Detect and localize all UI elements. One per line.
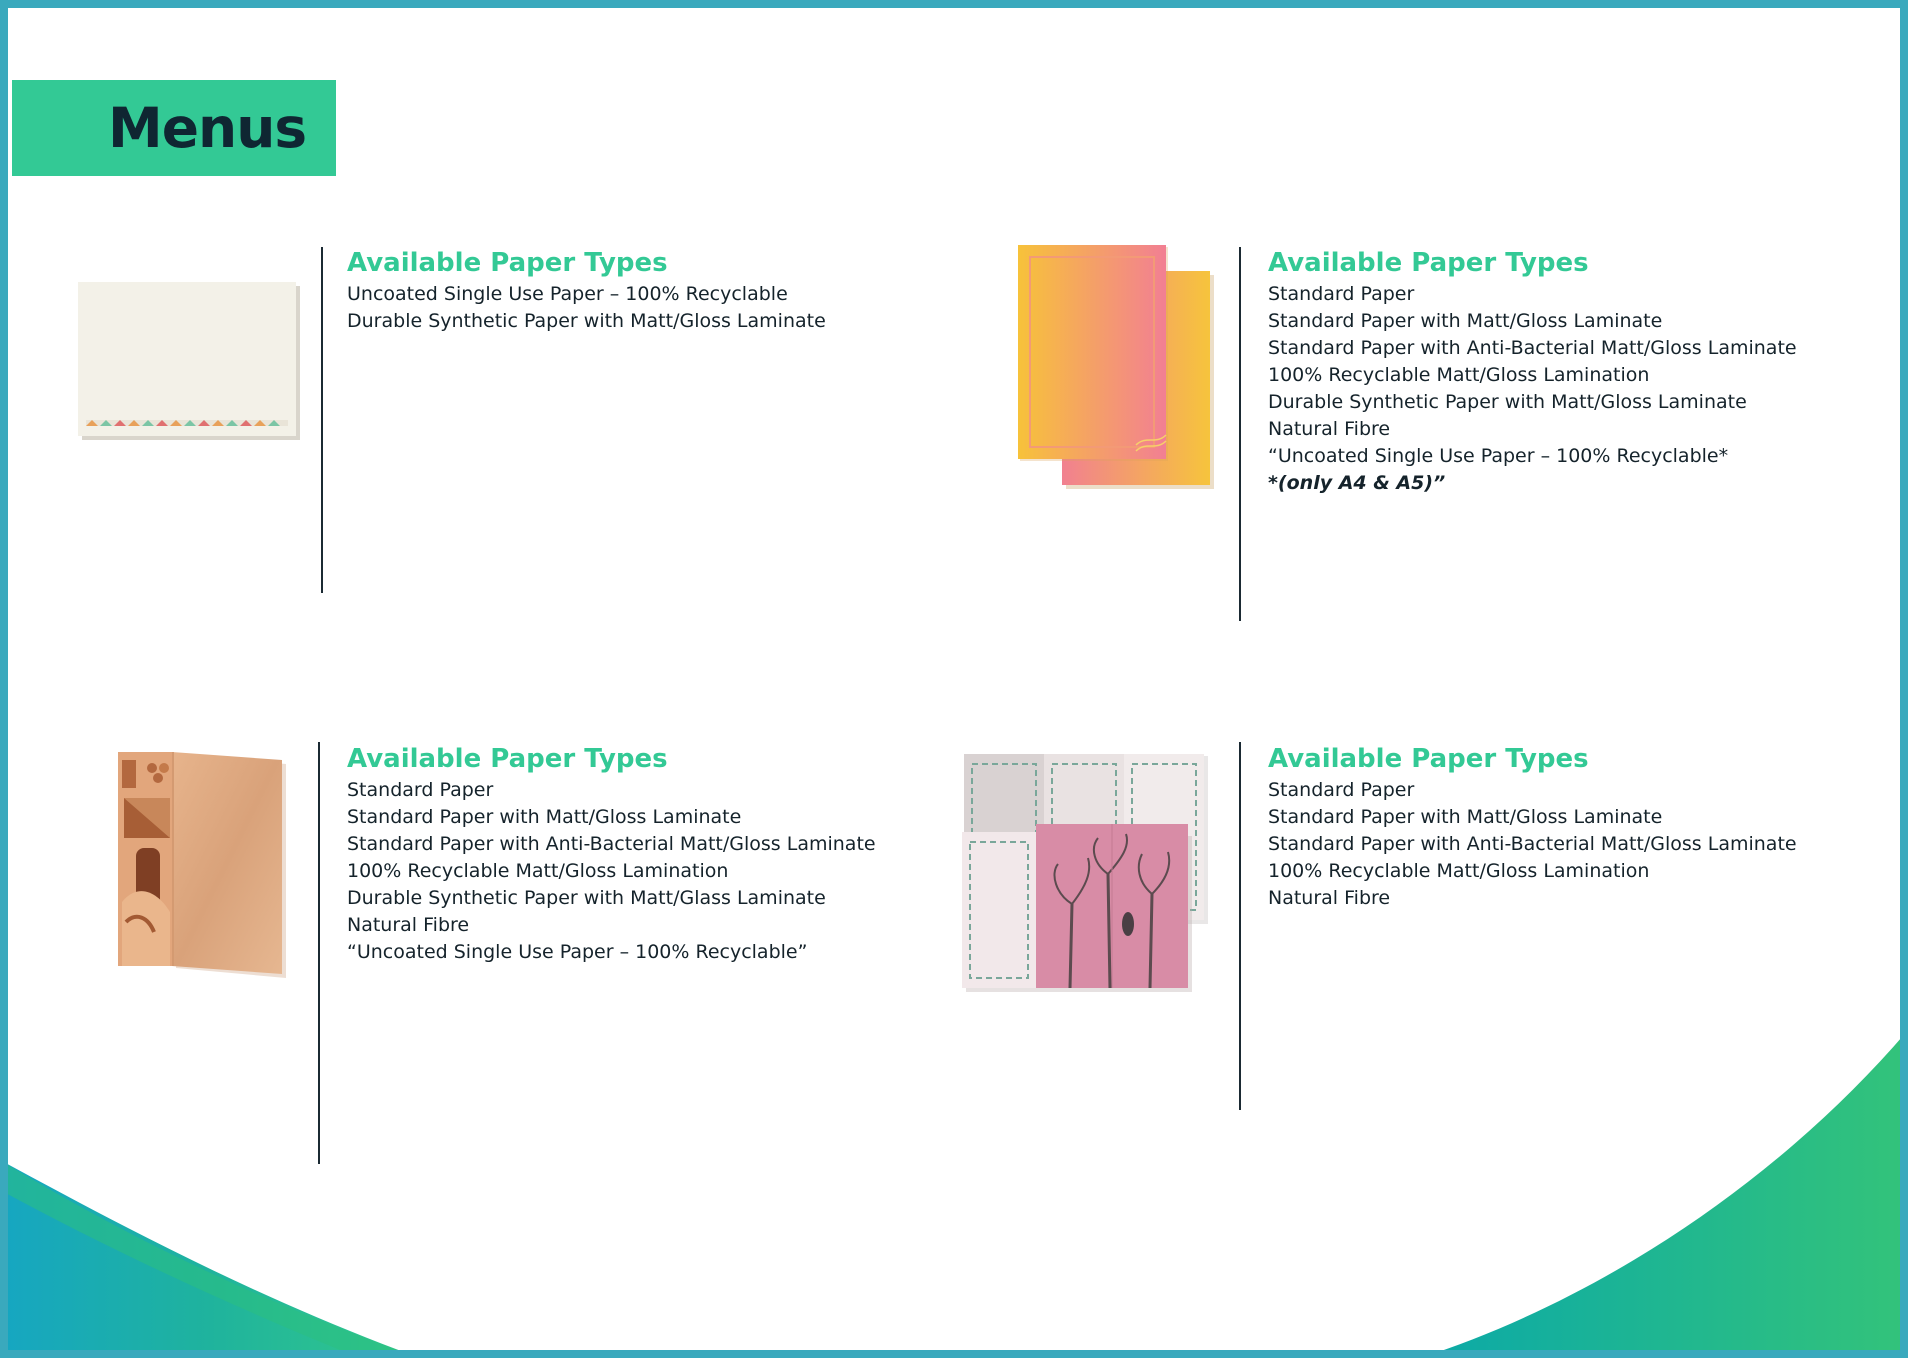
paper-type-item: Standard Paper with Anti-Bacterial Matt/Gloss Laminate — [347, 833, 876, 855]
paper-type-item: Standard Paper — [1268, 779, 1415, 801]
paper-type-item: Standard Paper with Matt/Gloss Laminate — [1268, 806, 1663, 828]
paper-type-item: Natural Fibre — [347, 914, 470, 936]
right-wave-shape — [1420, 1030, 1908, 1358]
paper-type-item: “Uncoated Single Use Paper – 100% Recyclable* — [1268, 445, 1729, 467]
paper-types-heading: Available Paper Types — [347, 744, 668, 774]
divider — [1239, 742, 1241, 1110]
page-title: Menus — [108, 96, 307, 160]
paper-types-list — [347, 247, 826, 335]
paper-type-item: Durable Synthetic Paper with Matt/Gloss Laminate — [347, 310, 826, 332]
paper-types-heading: Available Paper Types — [347, 248, 668, 278]
menu-2-page-thumbnail — [1018, 245, 1220, 495]
paper-type-item: Natural Fibre — [1268, 887, 1391, 909]
paper-type-item: Standard Paper with Matt/Gloss Laminate — [347, 806, 742, 828]
menu-4-page-thumbnail — [118, 752, 290, 980]
divider — [1239, 247, 1241, 621]
paper-type-note: *(only A4 & A5)” — [1268, 472, 1446, 494]
paper-types-list — [347, 743, 876, 966]
menu-1-page-thumbnail — [78, 280, 303, 445]
paper-type-item: 100% Recyclable Matt/Gloss Lamination — [347, 860, 729, 882]
paper-type-item: Standard Paper — [1268, 283, 1415, 305]
paper-type-item: Durable Synthetic Paper with Matt/Glass Laminate — [347, 887, 826, 909]
paper-type-item: Standard Paper with Anti-Bacterial Matt/Gloss Laminate — [1268, 833, 1797, 855]
paper-types-list — [1268, 743, 1797, 912]
paper-type-item: Standard Paper with Matt/Gloss Laminate — [1268, 310, 1663, 332]
paper-type-item: Uncoated Single Use Paper – 100% Recyclable — [347, 283, 788, 305]
paper-type-item: Durable Synthetic Paper with Matt/Gloss Laminate — [1268, 391, 1747, 413]
left-wave-shape — [0, 1160, 420, 1358]
paper-type-item: Standard Paper with Anti-Bacterial Matt/Gloss Laminate — [1268, 337, 1797, 359]
paper-type-item: Standard Paper — [347, 779, 494, 801]
paper-type-item: 100% Recyclable Matt/Gloss Lamination — [1268, 364, 1650, 386]
divider — [318, 742, 320, 1164]
paper-type-item: “Uncoated Single Use Paper – 100% Recyclable” — [347, 941, 808, 963]
paper-type-item: Natural Fibre — [1268, 418, 1391, 440]
paper-types-list — [1268, 247, 1797, 497]
divider — [321, 247, 323, 593]
paper-types-heading: Available Paper Types — [1268, 248, 1589, 278]
paper-type-item: 100% Recyclable Matt/Gloss Lamination — [1268, 860, 1650, 882]
title-banner — [12, 80, 336, 176]
menu-6-page-thumbnail — [960, 754, 1212, 992]
paper-types-heading: Available Paper Types — [1268, 744, 1589, 774]
